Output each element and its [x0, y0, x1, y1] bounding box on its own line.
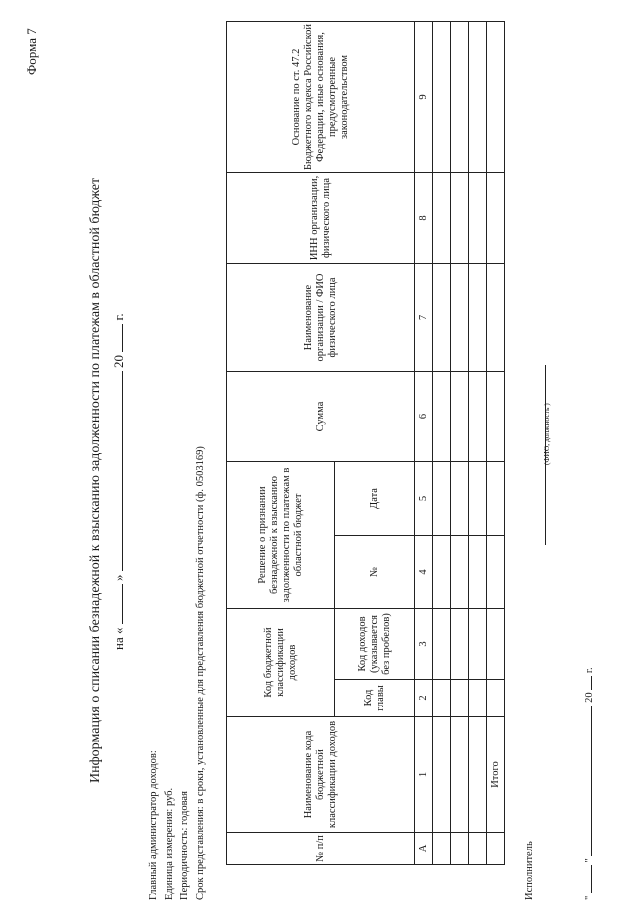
num-9: 9: [415, 21, 433, 172]
year-blank[interactable]: [110, 324, 123, 352]
header-name: Наименование кода бюджетной классификации доходов: [227, 717, 415, 833]
footer-year-blank[interactable]: [579, 676, 592, 690]
footer-year-suffix: г.: [584, 667, 595, 674]
header-income-code: Код доходов (указывается без пробелов): [335, 609, 415, 680]
num-6: 6: [415, 371, 433, 461]
num-a: А: [415, 833, 433, 865]
num-5: 5: [415, 461, 433, 535]
day-blank[interactable]: [110, 584, 123, 624]
meta-block: [146, 446, 208, 900]
footer-date: [579, 667, 598, 900]
meta-period: Периодичность: годовая: [179, 791, 190, 900]
executor-label: Исполнитель: [524, 841, 535, 900]
date-prefix: на «: [111, 627, 126, 650]
num-1: 1: [415, 717, 433, 833]
num-8: 8: [415, 172, 433, 263]
header-chapter: Код главы: [335, 680, 415, 717]
header-basis: Основание по ст. 47.2 Бюджетного кодекса Российской Федерации, иные основания, предусмотренные законодательством: [227, 21, 415, 172]
header-decision-group: Решение о признании безнадежной к взысканию задолженности по платежам в областной бюджет: [227, 461, 335, 608]
header-num: № п/п: [227, 833, 415, 865]
footer-quote-open: ": [584, 895, 595, 900]
total-row: [487, 21, 505, 864]
header-decision-no: №: [335, 536, 415, 609]
meta-unit: Единица измерения: руб.: [163, 787, 175, 900]
form-label: Форма 7: [24, 28, 39, 75]
total-label: Итого: [487, 717, 505, 833]
meta-deadline: Срок представления: в сроки, установленные для представления бюджетной отчетности (ф. 0503169): [194, 446, 206, 900]
footer-year-prefix: 20: [584, 692, 595, 703]
footer-quote-close: ": [584, 858, 595, 863]
year-suffix: г.: [111, 313, 126, 321]
document-title: Информация о списании безнадежной к взысканию задолженности по платежам в областной бюджет: [88, 177, 103, 783]
footer-day-blank[interactable]: [579, 865, 592, 893]
num-7: 7: [415, 263, 433, 371]
header-inn: ИНН организации, физического лица: [227, 172, 415, 263]
table-row: [469, 21, 487, 864]
header-code-group: Код бюджетной классификации доходов: [227, 609, 335, 717]
date-line: [110, 313, 127, 650]
date-mid: »: [111, 574, 126, 582]
table-row: [433, 21, 451, 864]
write-off-table: [226, 21, 505, 865]
header-org: Наименование организации / ФИО физического лица: [227, 263, 415, 371]
footer-month-blank[interactable]: [579, 706, 592, 856]
num-2: 2: [415, 680, 433, 717]
num-3: 3: [415, 609, 433, 680]
header-sum: Сумма: [227, 371, 415, 461]
meta-admin: Главный администратор доходов:: [148, 750, 159, 900]
fio-caption: (ФИО, должность ): [542, 403, 551, 465]
year-prefix: 20: [111, 355, 126, 369]
num-4: 4: [415, 536, 433, 609]
header-decision-date: Дата: [335, 461, 415, 535]
table-row: [451, 21, 469, 864]
month-blank[interactable]: [110, 371, 123, 571]
